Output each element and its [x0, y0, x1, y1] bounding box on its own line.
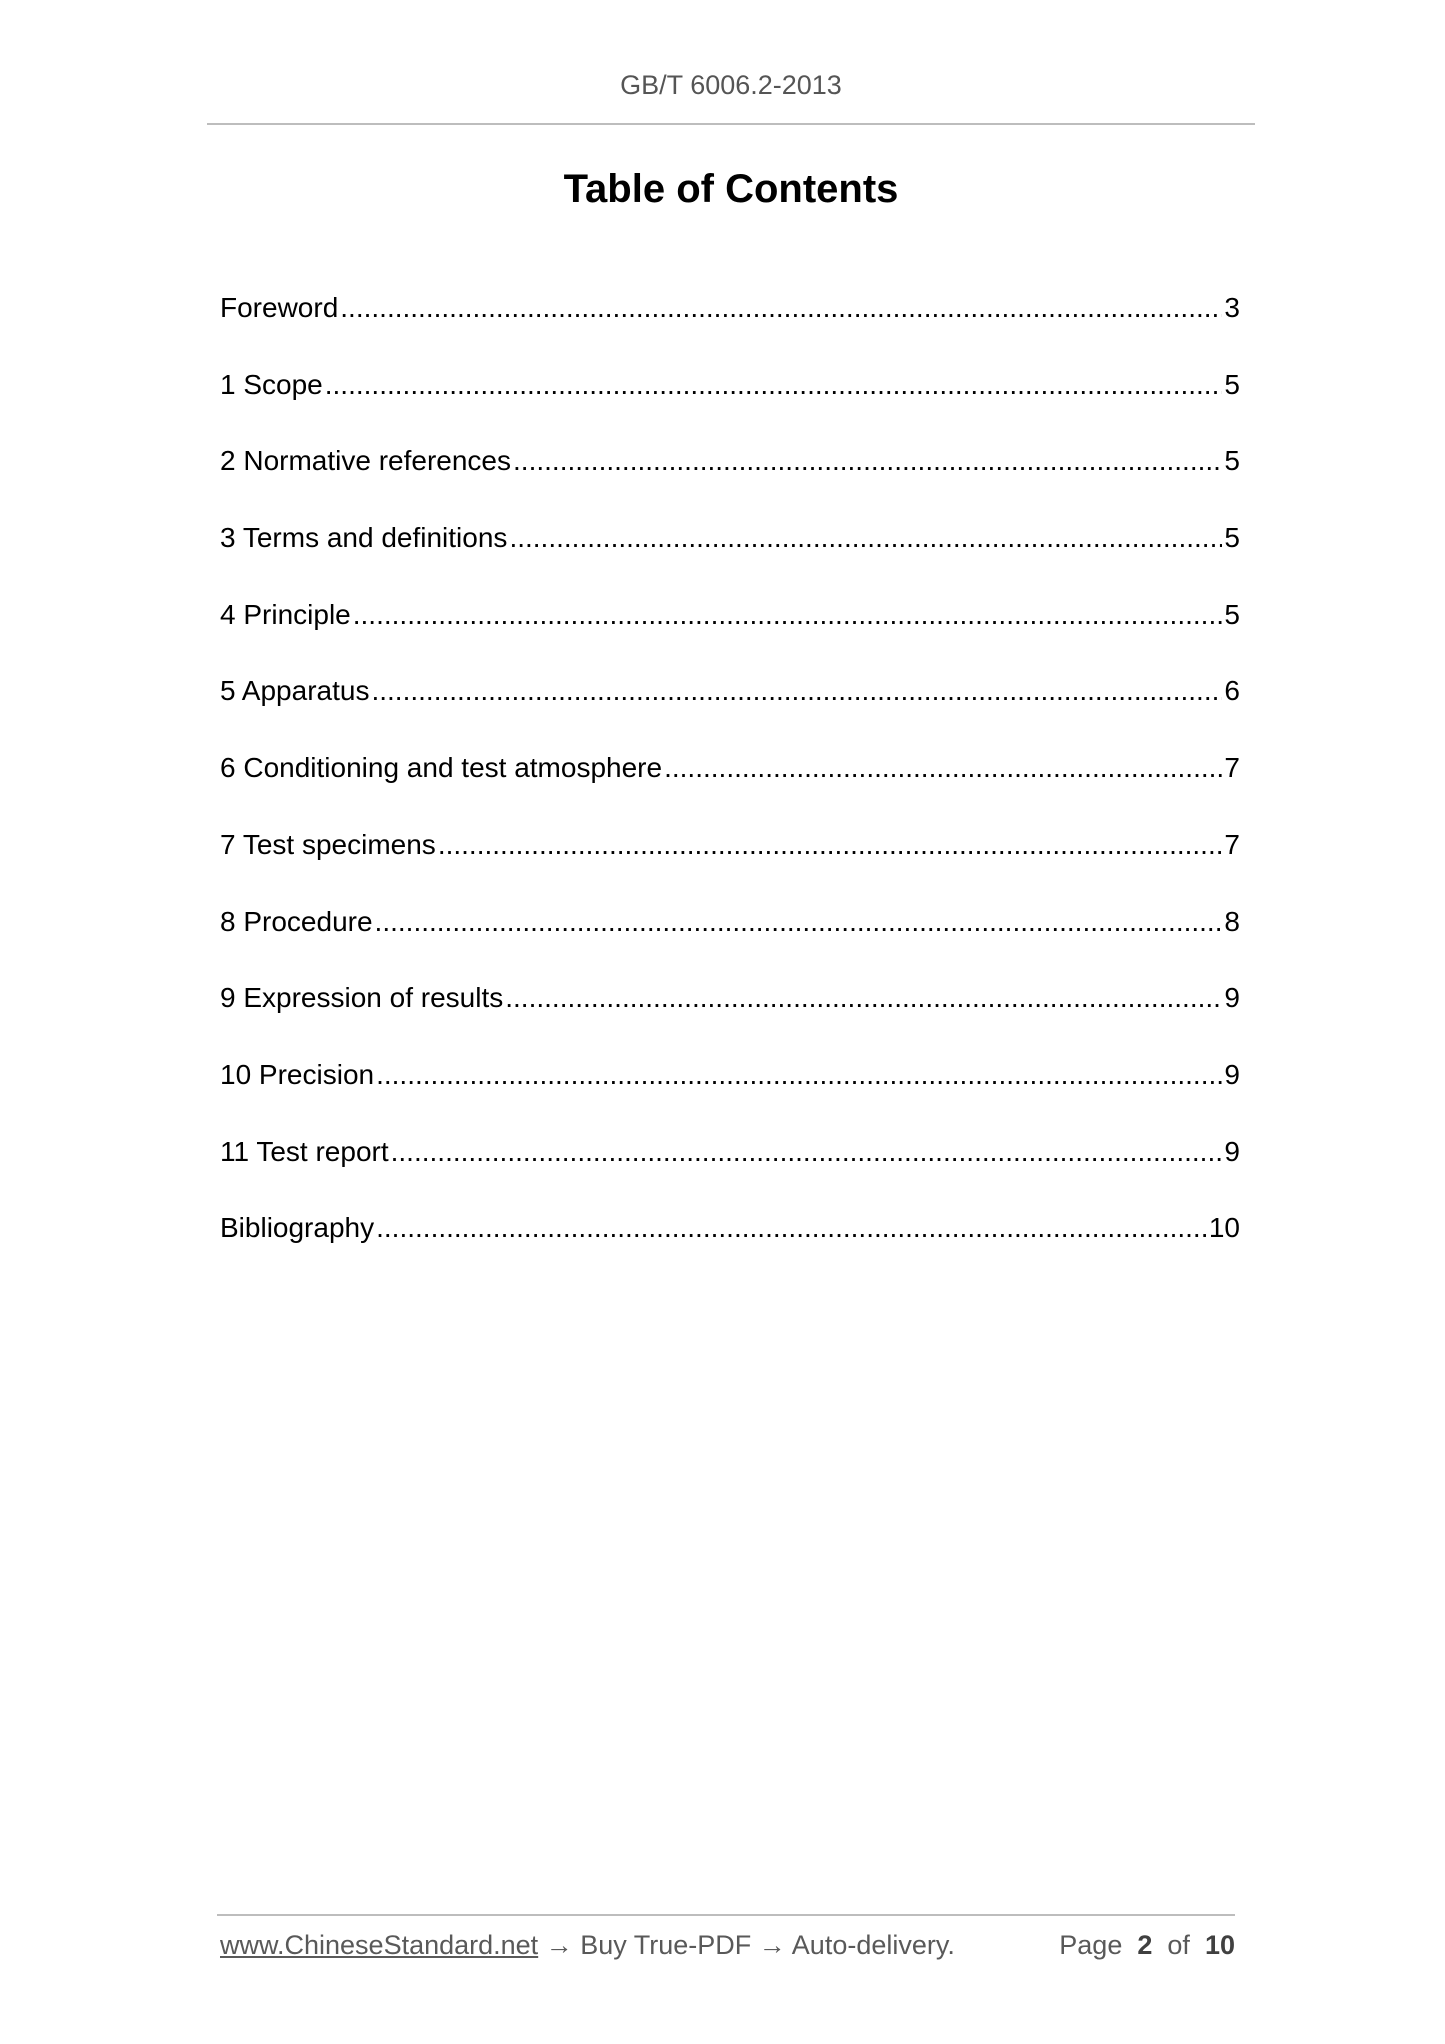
toc-dot-leader	[325, 367, 1223, 403]
toc-entry-page: 7	[1224, 828, 1240, 860]
toc-entry-page: 7	[1224, 752, 1240, 784]
toc-entry-page: 9	[1224, 982, 1240, 1014]
toc-entry-test-report[interactable]	[220, 1134, 1240, 1211]
toc-entry-conditioning[interactable]	[220, 750, 1240, 827]
toc-entry-apparatus[interactable]	[220, 673, 1240, 750]
toc-dot-leader	[375, 904, 1223, 940]
toc-entry-label: 5 Apparatus	[220, 675, 370, 707]
document-header: GB/T 6006.2-2013	[620, 70, 842, 100]
current-page: 2	[1137, 1930, 1153, 1960]
toc-entry-page: 10	[1208, 1212, 1240, 1244]
toc-dot-leader	[509, 520, 1222, 556]
toc-entry-label: 8 Procedure	[220, 905, 373, 937]
page-word: Page	[1059, 1930, 1123, 1960]
toc-entry-principle[interactable]	[220, 597, 1240, 674]
toc-dot-leader	[664, 750, 1222, 786]
toc-entry-expression-of-results[interactable]	[220, 980, 1240, 1057]
toc-entry-label: Foreword	[220, 292, 339, 323]
toc-entry-scope[interactable]	[220, 367, 1240, 444]
toc-entry-page: 5	[1224, 368, 1240, 400]
toc-entry-label: Bibliography	[220, 1212, 375, 1244]
buy-text: Buy True-PDF	[580, 1930, 752, 1960]
toc-dot-leader	[391, 1134, 1223, 1170]
toc-entry-page: 9	[1224, 1058, 1240, 1090]
total-pages: 10	[1204, 1930, 1235, 1960]
toc-entry-foreword[interactable]	[220, 290, 1240, 367]
toc-entry-label: 6 Conditioning and test atmosphere	[220, 752, 663, 784]
toc-entry-label: 7 Test specimens	[220, 828, 436, 860]
toc-entry-normative-references[interactable]	[220, 443, 1240, 520]
delivery-text: Auto-delivery.	[791, 1930, 955, 1960]
toc-entry-precision[interactable]	[220, 1057, 1240, 1134]
toc-entry-page: 8	[1224, 905, 1240, 937]
toc-title: Table of Contents	[563, 167, 899, 211]
toc-entry-label: 2 Normative references	[220, 445, 512, 477]
toc-entry-bibliography[interactable]	[220, 1210, 1240, 1287]
toc-entry-page: 5	[1224, 522, 1240, 554]
toc-dot-leader	[376, 1210, 1207, 1246]
toc-entry-label: 9 Expression of results	[220, 982, 504, 1014]
table-of-contents	[220, 290, 1240, 1287]
arrow-right-icon: →	[545, 1930, 573, 1960]
toc-entry-label: 1 Scope	[220, 368, 323, 400]
toc-entry-label: 3 Terms and definitions	[220, 522, 508, 554]
toc-entry-page: 6	[1224, 675, 1240, 707]
toc-entry-terms-and-definitions[interactable]	[220, 520, 1240, 597]
toc-dot-leader	[376, 1057, 1222, 1093]
toc-entry-page: 5	[1224, 598, 1240, 630]
toc-entry-label: 4 Principle	[220, 598, 351, 630]
toc-dot-leader	[505, 980, 1222, 1016]
toc-entry-test-specimens[interactable]	[220, 827, 1240, 904]
toc-entry-label: 10 Precision	[220, 1058, 375, 1090]
toc-entry-page: 3	[1224, 292, 1240, 323]
toc-dot-leader	[438, 827, 1223, 863]
toc-dot-leader	[371, 673, 1222, 709]
toc-dot-leader	[353, 597, 1223, 633]
toc-dot-leader	[513, 443, 1222, 479]
toc-entry-label: 11 Test report	[220, 1135, 389, 1167]
footer-promo	[220, 1930, 955, 1961]
toc-dot-leader	[340, 290, 1222, 326]
page-number	[1059, 1930, 1235, 1961]
toc-entry-page: 5	[1224, 445, 1240, 477]
of-word: of	[1167, 1930, 1190, 1960]
toc-entry-page: 9	[1224, 1135, 1240, 1167]
page-footer	[220, 1930, 1235, 1970]
site-link[interactable]: www.ChineseStandard.net	[220, 1930, 539, 1960]
footer-divider	[217, 1914, 1235, 1916]
arrow-right-icon: →	[758, 1930, 786, 1960]
header-divider	[207, 123, 1255, 125]
toc-entry-procedure[interactable]	[220, 904, 1240, 981]
